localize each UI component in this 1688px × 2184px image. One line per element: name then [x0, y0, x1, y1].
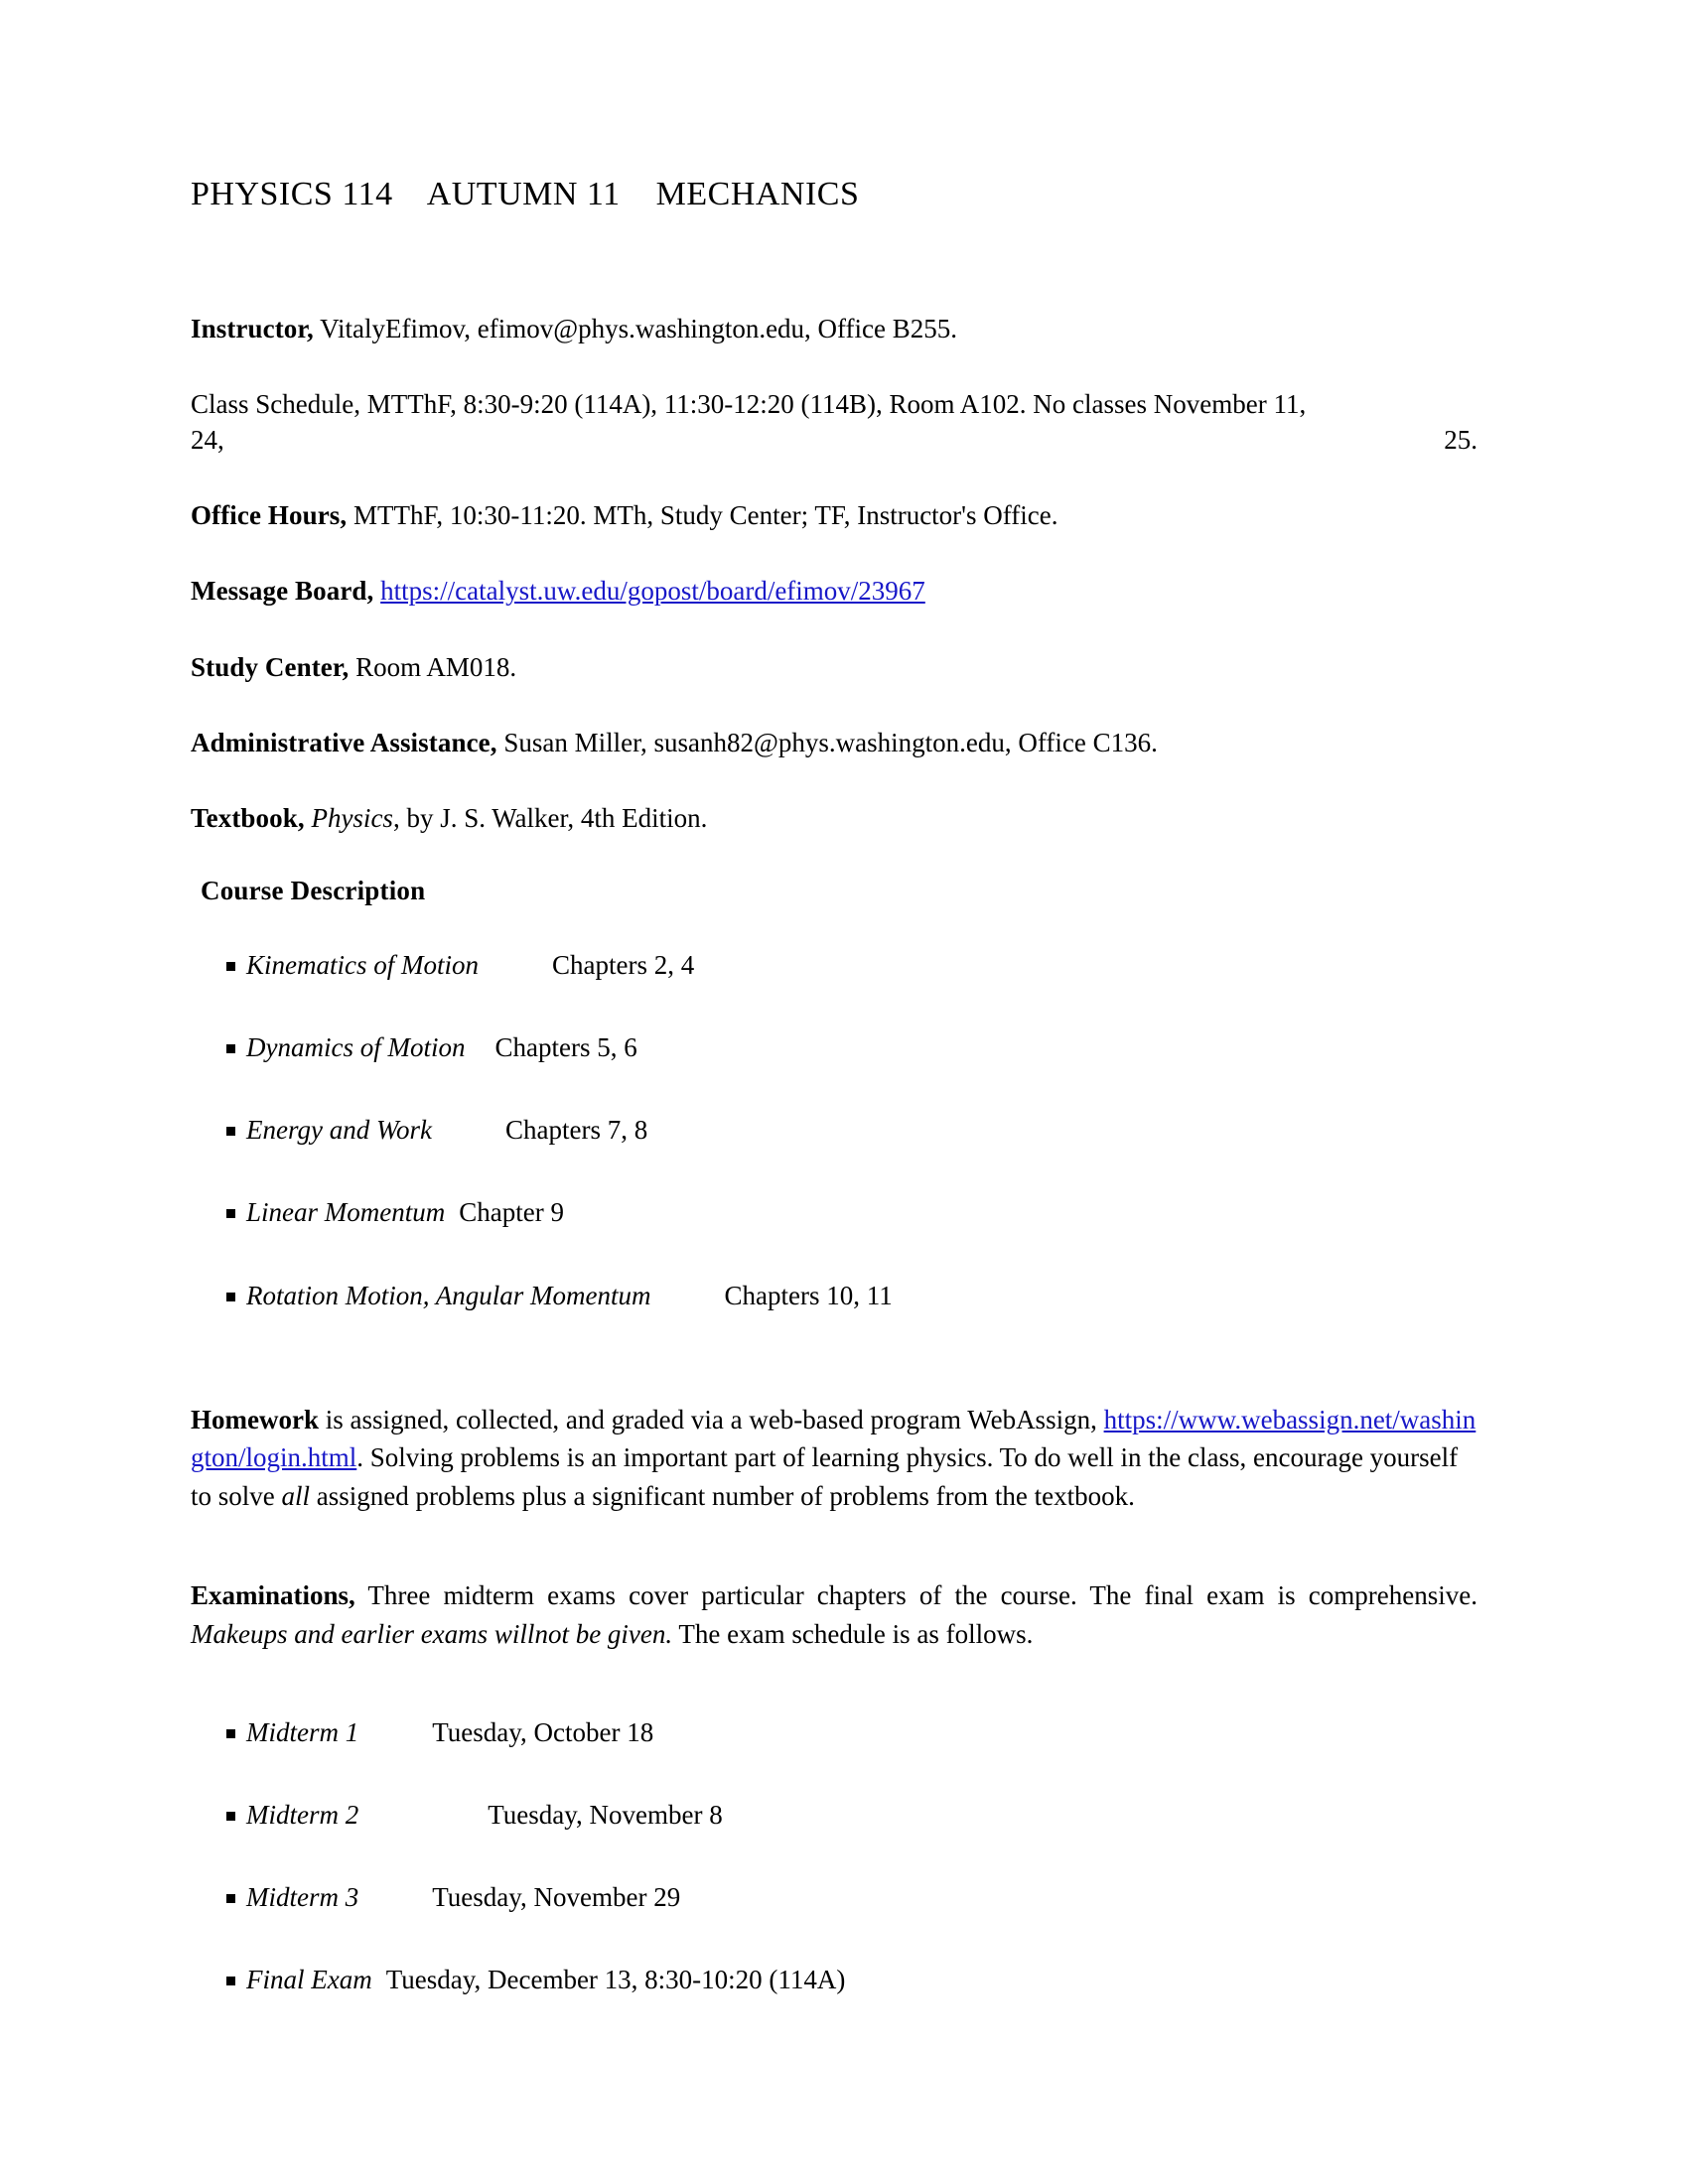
exam-date: Tuesday, November 29 [432, 1881, 681, 1912]
examinations-paragraph [191, 1576, 1477, 1653]
course-chapters: Chapters 2, 4 [551, 950, 695, 981]
square-bullet-icon [226, 962, 235, 971]
exam-date: Tuesday, November 8 [488, 1799, 723, 1830]
examinations-text-1: Three midterm exams cover particular chapters of the course. The final exam is comprehensive. [354, 1580, 1477, 1611]
list-item [191, 1195, 1477, 1230]
square-bullet-icon [226, 1812, 235, 1821]
course-topic: Dynamics of Motion [246, 1032, 466, 1063]
textbook-value: , by J. S. Walker, 4th Edition. [392, 803, 708, 833]
course-topic: Energy and Work [246, 1115, 432, 1146]
exam-date: Tuesday, October 18 [432, 1716, 654, 1747]
homework-emphasis: all [281, 1480, 311, 1511]
instructor-label: Instructor, [191, 313, 314, 343]
exam-date: Tuesday, December 13, 8:30-10:20 (114A) [385, 1964, 846, 1994]
info-line-class-schedule [191, 386, 1477, 458]
info-line-instructor [191, 311, 1477, 346]
class-schedule-value: MTThF, 8:30-9:20 (114A), 11:30-12:20 (114B), Room A102. No classes November 11, [366, 388, 1307, 419]
study-center-value: Room AM018. [355, 651, 517, 682]
square-bullet-icon [226, 1044, 235, 1053]
square-bullet-icon [226, 1894, 235, 1903]
administrative-assistance-value: Susan Miller, susanh82@phys.washington.edu, Office C136. [503, 727, 1158, 757]
textbook-title: Physics [311, 803, 393, 833]
examinations-text-2: The exam schedule is as follows. [672, 1619, 1034, 1650]
class-schedule-dates-right: 25. [1444, 425, 1477, 456]
office-hours-value: MTThF, 10:30-11:20. MTh, Study Center; TF, Instructor's Office. [353, 500, 1058, 531]
square-bullet-icon [226, 1209, 235, 1218]
info-line-message-board [191, 573, 1477, 609]
course-chapters: Chapters 5, 6 [494, 1032, 637, 1063]
list-item [191, 1279, 1477, 1313]
webassign-link[interactable]: https://www.webassign.net/washington/login.html [191, 1404, 1477, 1473]
homework-paragraph [191, 1401, 1477, 1516]
course-topic: Rotation Motion, Angular Momentum [246, 1280, 651, 1310]
info-line-study-center [191, 649, 1477, 685]
square-bullet-icon [226, 1729, 235, 1738]
course-chapters: Chapters 7, 8 [504, 1115, 648, 1146]
message-board-label: Message Board, [191, 576, 374, 607]
page-title: PHYSICS 114 AUTUMN 11 MECHANICS [191, 176, 860, 212]
instructor-value: VitalyEfimov, efimov@phys.washington.edu, Office B255. [320, 313, 958, 343]
administrative-assistance-label: Administrative Assistance, [191, 727, 497, 757]
office-hours-label: Office Hours, [191, 500, 348, 531]
course-topic: Kinematics of Motion [246, 950, 479, 981]
textbook-label: Textbook, [191, 803, 305, 833]
info-line-administrative-assistance [191, 725, 1477, 760]
exam-name: Midterm 2 [246, 1799, 359, 1830]
list-item [191, 948, 1477, 983]
square-bullet-icon [226, 1977, 235, 1985]
list-item [191, 1715, 1477, 1750]
examinations-makeup-note: Makeups and earlier exams willnot be given. [191, 1619, 673, 1650]
list-item [191, 1880, 1477, 1915]
study-center-label: Study Center, [191, 651, 350, 682]
course-chapters: Chapter 9 [459, 1197, 564, 1228]
square-bullet-icon [226, 1127, 235, 1136]
document-content [191, 175, 1477, 2045]
square-bullet-icon [226, 1293, 235, 1301]
class-schedule-dates-left: 24, [191, 425, 224, 456]
examinations-label: Examinations, [191, 1580, 355, 1611]
course-description-list [191, 948, 1477, 1312]
exam-schedule-list [191, 1715, 1477, 1997]
exam-name: Final Exam [246, 1964, 372, 1994]
message-board-link[interactable]: https://catalyst.uw.edu/gopost/board/efimov/23967 [380, 576, 925, 607]
class-schedule-second-line [191, 422, 1477, 458]
homework-text-end: assigned problems plus a significant number of problems from the textbook. [310, 1480, 1135, 1511]
homework-text-after-link: . Solving problems is an important part of learning physics. To do well in the class, encourage yourself to solve [191, 1442, 1459, 1511]
list-item [191, 1030, 1477, 1065]
homework-label: Homework [191, 1404, 319, 1434]
info-line-textbook [191, 800, 1477, 836]
homework-text-before-link: is assigned, collected, and graded via a web-based program WebAssign, [318, 1404, 1104, 1434]
list-item [191, 1963, 1477, 1997]
class-schedule-label: Class Schedule, [191, 388, 360, 419]
list-item [191, 1113, 1477, 1148]
exam-name: Midterm 1 [246, 1716, 359, 1747]
course-description-heading: Course Description [201, 876, 426, 906]
exam-name: Midterm 3 [246, 1881, 359, 1912]
course-topic: Linear Momentum [246, 1197, 446, 1228]
course-chapters: Chapters 10, 11 [724, 1280, 893, 1310]
list-item [191, 1798, 1477, 1833]
info-line-office-hours [191, 497, 1477, 533]
